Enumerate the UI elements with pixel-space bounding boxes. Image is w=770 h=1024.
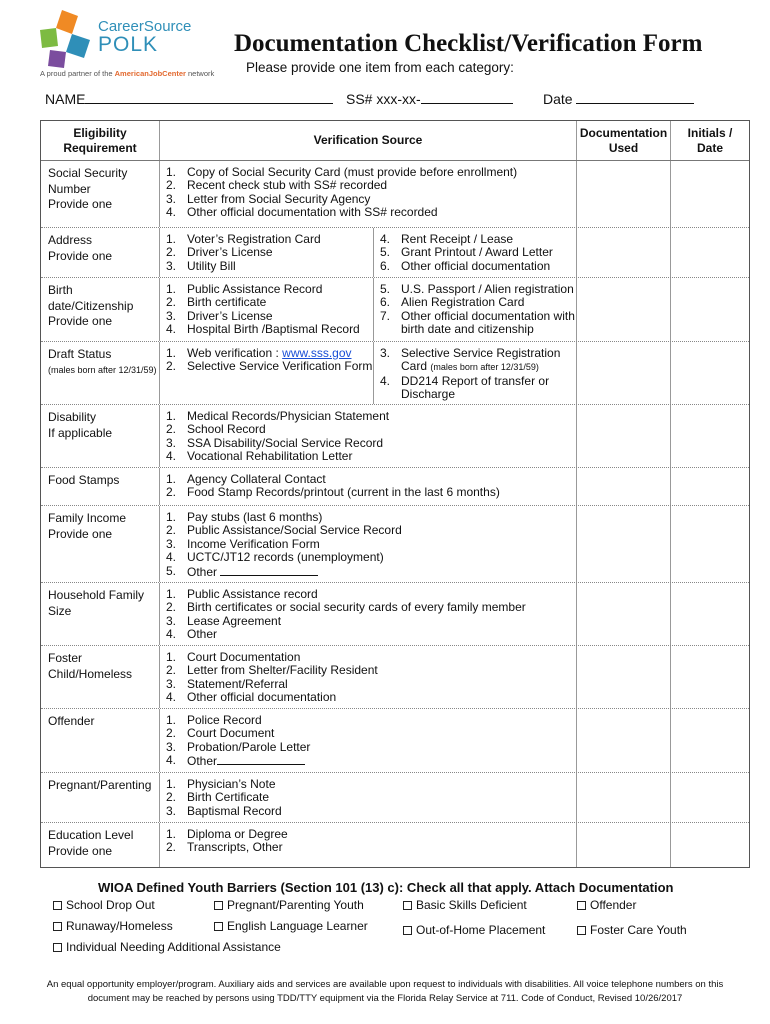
initials-date-cell[interactable] — [671, 278, 749, 341]
logo-careersource-text: CareerSource — [98, 18, 192, 35]
documentation-used-cell[interactable] — [577, 823, 671, 867]
list-item: 5. Grant Printout / Award Letter — [380, 245, 553, 260]
initials-date-cell[interactable] — [671, 161, 749, 227]
list-item: 1. Physician’s Note — [166, 777, 276, 791]
table-row — [41, 278, 749, 342]
documentation-used-cell[interactable] — [577, 646, 671, 708]
list-item: 3. Selective Service Registration — [380, 346, 561, 360]
initials-date-cell[interactable] — [671, 405, 749, 467]
wioa-section-title: WIOA Defined Youth Barriers (Section 101 (13) c): Check all that apply. Attach Documentation — [98, 880, 674, 895]
documentation-used-cell[interactable] — [577, 228, 671, 277]
checkbox-basic-skills-deficient[interactable]: Basic Skills Deficient — [403, 898, 527, 912]
initials-date-cell[interactable] — [671, 228, 749, 277]
documentation-used-cell[interactable] — [577, 161, 671, 227]
list-item: 1. Public Assistance record — [166, 587, 318, 601]
table-row — [41, 823, 749, 867]
requirement-cell: Disability If applicable — [41, 405, 160, 467]
ssn-field[interactable]: SS# xxx-xx- — [346, 90, 513, 107]
table-row — [41, 773, 749, 823]
requirement-cell: Household Family Size — [41, 583, 160, 645]
list-item: 2. Selective Service Verification Form — [166, 359, 373, 374]
list-item: 4. Hospital Birth /Baptismal Record — [166, 322, 360, 337]
list-item: 1. Web verification : www.sss.gov — [166, 346, 352, 360]
checkbox-icon — [577, 901, 586, 910]
requirement-cell: Education Level Provide one — [41, 823, 160, 867]
list-item: 6. Alien Registration Card — [380, 295, 525, 310]
list-item: 7. Other official documentation with — [380, 308, 575, 323]
list-item: 4. UCTC/JT12 records (unemployment) — [166, 550, 384, 565]
list-item: 2. Food Stamp Records/printout (current in the last 6 months) — [166, 485, 500, 500]
list-item: 1. Agency Collateral Contact — [166, 472, 326, 486]
list-item: 2. Birth Certificate — [166, 790, 270, 805]
initials-date-cell[interactable] — [671, 583, 749, 645]
requirement-cell: Draft Status (males born after 12/31/59) — [41, 342, 160, 404]
list-item: 1. Voter’s Registration Card — [166, 232, 321, 246]
list-item: 3. Statement/Referral — [166, 676, 288, 691]
list-item: 4. Other — [166, 627, 218, 642]
source-cell — [160, 405, 577, 467]
source-cell — [160, 342, 577, 404]
list-item: 3. Baptismal Record — [166, 803, 282, 818]
requirement-cell: Pregnant/Parenting — [41, 773, 160, 822]
table-row — [41, 468, 749, 506]
table-row — [41, 405, 749, 468]
source-cell — [160, 823, 577, 867]
list-item: birth date and citizenship — [401, 322, 534, 337]
table-row — [41, 228, 749, 278]
logo-tagline: A proud partner of the AmericanJobCenter network — [40, 69, 215, 78]
table-row — [41, 583, 749, 646]
list-item: 4. Vocational Rehabilitation Letter — [166, 449, 353, 464]
documentation-used-cell[interactable] — [577, 709, 671, 772]
list-item: 4. Other official documentation — [166, 690, 337, 705]
date-field[interactable]: Date — [543, 90, 694, 107]
initials-date-cell[interactable] — [671, 506, 749, 582]
table-row — [41, 342, 749, 405]
list-item: 3. SSA Disability/Social Service Record — [166, 435, 384, 450]
checkbox-english-language-learner[interactable]: English Language Learner — [214, 919, 368, 933]
checkbox-icon — [403, 926, 412, 935]
list-item: 6. Other official documentation — [380, 258, 551, 273]
list-item: 1. Public Assistance Record — [166, 282, 323, 296]
list-item: 2. Transcripts, Other — [166, 840, 283, 855]
list-item: 1. Diploma or Degree — [166, 827, 288, 841]
checkbox-pregnant-parenting-youth[interactable]: Pregnant/Parenting Youth — [214, 898, 364, 912]
requirement-cell: Offender — [41, 709, 160, 772]
checkbox-offender[interactable]: Offender — [577, 898, 636, 912]
list-item: 3. Probation/Parole Letter — [166, 739, 311, 754]
checkbox-icon — [214, 922, 223, 931]
table-row — [41, 161, 749, 228]
checkbox-icon — [53, 922, 62, 931]
documentation-used-cell[interactable] — [577, 506, 671, 582]
list-item: 2. Birth certificate — [166, 295, 267, 310]
checkbox-runaway-homeless[interactable]: Runaway/Homeless — [53, 919, 173, 933]
list-item: 1. Copy of Social Security Card (must provide before enrollment) — [166, 165, 518, 179]
source-cell — [160, 773, 577, 822]
name-field[interactable]: NAME — [45, 90, 333, 107]
list-item: 3. Lease Agreement — [166, 613, 282, 628]
requirement-cell: Food Stamps — [41, 468, 160, 505]
documentation-used-cell[interactable] — [577, 278, 671, 341]
checkbox-foster-care-youth[interactable]: Foster Care Youth — [577, 923, 687, 937]
checkbox-icon — [577, 926, 586, 935]
list-item: 5. U.S. Passport / Alien registration — [380, 282, 574, 296]
requirement-cell: Address Provide one — [41, 228, 160, 277]
list-item: 2. Driver’s License — [166, 245, 273, 260]
header-verification-source: Verification Source — [160, 121, 577, 160]
source-cell — [160, 161, 577, 227]
documentation-used-cell[interactable] — [577, 583, 671, 645]
documentation-table — [40, 120, 750, 868]
header-initials-date: Initials / Date — [687, 125, 733, 155]
documentation-used-cell[interactable] — [577, 773, 671, 822]
page-subtitle: Please provide one item from each category: — [246, 60, 514, 75]
list-item: 1. Medical Records/Physician Statement — [166, 409, 390, 423]
initials-date-cell[interactable] — [671, 468, 749, 505]
list-item: 4. Other official documentation with SS# recorded — [166, 205, 438, 220]
list-item: 2. Birth certificates or social security cards of every family member — [166, 600, 526, 615]
footer-disclaimer: An equal opportunity employer/program. Auxiliary aids and services are available upon request to individuals with disabilities. All voice telephone numbers on this document may be reached by persons using TDD/TTY equipment via the Florida Relay Service at 711. Code of Conduct, Revised 10/26/2017 — [46, 979, 724, 1004]
list-item: 3. Letter from Social Security Agency — [166, 191, 371, 206]
documentation-used-cell[interactable] — [577, 342, 671, 404]
requirement-cell: Foster Child/Homeless — [41, 646, 160, 708]
table-row — [41, 646, 749, 709]
table-row — [41, 709, 749, 773]
list-item: 2. Public Assistance/Social Service Record — [166, 523, 402, 538]
table-row — [41, 506, 749, 583]
list-item: 3. Driver’s License — [166, 308, 273, 323]
checkbox-individual-needing-assistance[interactable]: Individual Needing Additional Assistance — [53, 940, 281, 954]
checkbox-icon — [53, 943, 62, 952]
source-cell — [160, 709, 577, 772]
source-cell — [160, 278, 577, 341]
source-cell — [160, 468, 577, 505]
initials-date-cell[interactable] — [671, 342, 749, 404]
source-cell — [160, 506, 577, 582]
header-eligibility: Eligibility Requirement — [41, 121, 160, 160]
documentation-used-cell[interactable] — [577, 468, 671, 505]
list-item: Discharge — [401, 387, 456, 402]
list-item: 3. Utility Bill — [166, 258, 236, 273]
source-cell — [160, 583, 577, 645]
initials-date-cell[interactable] — [671, 773, 749, 822]
logo-mark-icon — [38, 8, 96, 70]
logo-polk-text: POLK — [98, 33, 159, 56]
checkbox-out-of-home-placement[interactable]: Out-of-Home Placement — [403, 923, 545, 937]
table-header — [41, 121, 749, 161]
list-item: 1. Police Record — [166, 713, 262, 727]
careersource-polk-logo — [38, 8, 213, 83]
initials-date-cell[interactable] — [671, 823, 749, 867]
list-item: 4. Other — [166, 754, 310, 768]
requirement-cell: Social Security Number Provide one — [41, 161, 160, 227]
initials-date-cell[interactable] — [671, 646, 749, 708]
source-cell — [160, 228, 577, 277]
page-title: Documentation Checklist/Verification Form — [234, 30, 703, 57]
list-item: 4. Rent Receipt / Lease — [380, 232, 514, 246]
list-item: Card (males born after 12/31/59) — [401, 359, 539, 374]
list-item: 2. Court Document — [166, 726, 275, 741]
checkbox-icon — [53, 901, 62, 910]
list-item: 4. DD214 Report of transfer or — [380, 373, 550, 388]
documentation-used-cell[interactable] — [577, 405, 671, 467]
requirement-cell: Family Income Provide one — [41, 506, 160, 582]
header-documentation-used: Documentation Used — [577, 121, 671, 160]
list-item: 1. Court Documentation — [166, 650, 301, 664]
initials-date-cell[interactable] — [671, 709, 749, 772]
list-item: 2. Recent check stub with SS# recorded — [166, 178, 388, 193]
checkbox-school-drop-out[interactable]: School Drop Out — [53, 898, 155, 912]
checkbox-icon — [214, 901, 223, 910]
list-item: 5. Other — [166, 565, 402, 579]
requirement-cell: Birth date/Citizenship Provide one — [41, 278, 160, 341]
checkbox-icon — [403, 901, 412, 910]
list-item: 2. Letter from Shelter/Facility Resident — [166, 663, 378, 678]
list-item: 2. School Record — [166, 422, 266, 437]
list-item: 1. Pay stubs (last 6 months) — [166, 510, 323, 524]
source-cell — [160, 646, 577, 708]
list-item: 3. Income Verification Form — [166, 536, 320, 551]
sss-gov-link[interactable]: www.sss.gov — [282, 346, 352, 360]
